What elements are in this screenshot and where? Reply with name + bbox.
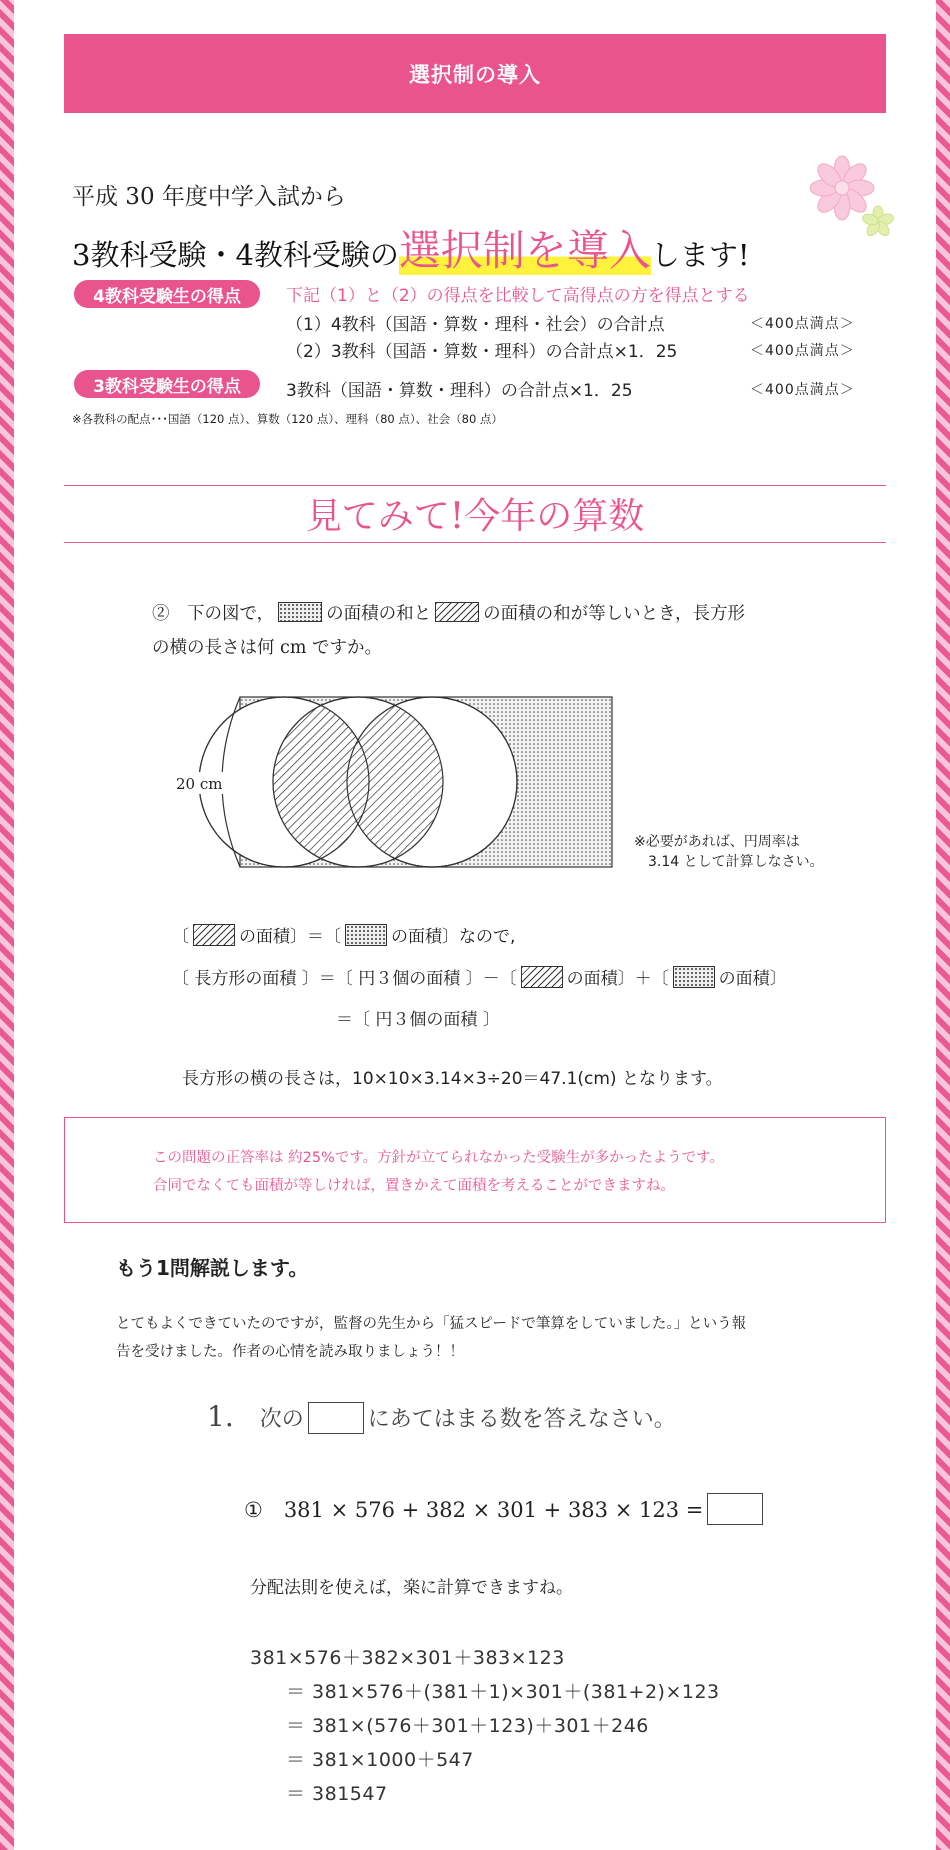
second-para1: とてもよくできていたのですが，監督の先生から「猛スピードで筆算をしていました。」という報 bbox=[116, 1316, 747, 1332]
dotted-swatch-icon bbox=[345, 924, 387, 946]
calc-line: ＝ 381×576＋(381＋1)×301＋(381+2)×123 bbox=[286, 1681, 720, 1703]
second-heading: もう1問解説します。 bbox=[116, 1256, 309, 1280]
section-rule-top bbox=[64, 485, 886, 486]
section-rule-bottom bbox=[64, 542, 886, 543]
eq1-open: 〔 bbox=[172, 927, 189, 947]
three-points: ＜400点満点＞ bbox=[750, 382, 855, 398]
page-header bbox=[64, 34, 886, 113]
eq2-a: 〔 長方形の面積 〕＝〔 円３個の面積 〕－〔 bbox=[172, 969, 517, 989]
eq2-b: の面積〕＋〔 bbox=[566, 969, 669, 989]
question-expression: ① 381 × 576 + 382 × 301 + 383 × 123 = bbox=[244, 1498, 704, 1522]
four-subject-desc: 下記（1）と（2）の得点を比較して高得点の方を得点とする bbox=[286, 286, 750, 306]
hint-text: 分配法則を使えば，楽に計算できますね。 bbox=[250, 1578, 573, 1598]
intro-line1: 平成 30 年度中学入試から bbox=[72, 184, 346, 210]
problem-line1-c: の面積の和が等しいとき，長方形 bbox=[483, 604, 745, 624]
circles-figure bbox=[164, 690, 624, 870]
intro-line2-pre: 3教科受験・4教科受験の bbox=[72, 238, 399, 272]
dotted-swatch-icon bbox=[673, 966, 715, 988]
equation-line2 bbox=[172, 964, 787, 989]
score-allocation-note: ※各教科の配点･･･国語（120 点）、算数（120 点）、理科（80 点）、社会（80 点） bbox=[72, 412, 503, 426]
eq1-mid: の面積〕＝〔 bbox=[239, 927, 341, 947]
equation-line3: ＝〔 円３個の面積 〕 bbox=[336, 1010, 500, 1030]
problem-line1-a: ② 下の図で， bbox=[152, 604, 275, 624]
calc-line: ＝ 381×(576＋301＋123)＋301＋246 bbox=[286, 1715, 649, 1737]
calc-line: ＝ 381×1000＋547 bbox=[286, 1749, 474, 1771]
eq2-c: の面積〕 bbox=[718, 969, 787, 989]
flower-decoration-icon bbox=[804, 152, 894, 242]
three-subject-tag: 3教科受験生の得点 bbox=[74, 370, 260, 398]
intro-highlight: 選択制を導入 bbox=[398, 226, 651, 275]
question-1 bbox=[207, 1400, 676, 1434]
callout-box bbox=[64, 1117, 886, 1223]
pi-note-line1: ※必要があれば、円周率は bbox=[634, 834, 800, 850]
pi-note-line2: 3.14 として計算しなさい。 bbox=[648, 854, 824, 870]
four-subject-tag: 4教科受験生の得点 bbox=[74, 280, 260, 308]
calc-line: 381×576＋382×301＋383×123 bbox=[250, 1647, 565, 1669]
intro-line2-post: します! bbox=[650, 238, 750, 272]
callout-line1: この問題の正答率は 約25%です。方針が立てられなかった受験生が多かったようです。 bbox=[153, 1150, 725, 1166]
three-subject-desc: 3教科（国語・算数・理科）の合計点×1．25 bbox=[286, 381, 633, 401]
question-number: 1. bbox=[207, 1400, 234, 1433]
four-subject-item1: （1）4教科（国語・算数・理科・社会）の合計点 bbox=[286, 315, 665, 335]
four-item1-points: ＜400点満点＞ bbox=[750, 316, 855, 332]
question-1-1 bbox=[244, 1493, 763, 1525]
answer-line: 長方形の横の長さは，10×10×3.14×3÷20＝47.1(cm) となります。 bbox=[182, 1069, 723, 1089]
four-subject-item2: （2）3教科（国語・算数・理科）の合計点×1．25 bbox=[286, 342, 678, 362]
equation-line1 bbox=[172, 922, 515, 947]
problem-line2: の横の長さは何 cm ですか。 bbox=[152, 638, 383, 658]
callout-line2: 合同でなくても面積が等しければ，置きかえて面積を考えることができますね。 bbox=[153, 1178, 675, 1194]
calc-line: ＝ 381547 bbox=[286, 1783, 388, 1805]
eq1-end: の面積〕なので, bbox=[391, 927, 516, 947]
page-panel bbox=[14, 0, 936, 1850]
dimension-label: 20 cm bbox=[176, 775, 223, 793]
hatched-swatch-icon bbox=[193, 924, 235, 946]
answer-blank-box bbox=[707, 1493, 763, 1525]
intro-line2 bbox=[72, 218, 750, 278]
question-post: にあてはまる数を答えなさい。 bbox=[367, 1407, 676, 1432]
problem-line1-b: の面積の和と bbox=[326, 604, 432, 624]
section-title: 見てみて!今年の算数 bbox=[305, 496, 645, 537]
second-para2: 告を受けました。作者の心情を読み取りましょう！！ bbox=[116, 1344, 464, 1360]
hatched-swatch-icon bbox=[435, 602, 479, 622]
answer-blank-box bbox=[308, 1402, 364, 1434]
dotted-swatch-icon bbox=[278, 602, 322, 622]
question-pre: 次の bbox=[259, 1407, 304, 1432]
header-title: 選択制の導入 bbox=[409, 62, 541, 87]
four-item2-points: ＜400点満点＞ bbox=[750, 343, 855, 359]
problem-line1 bbox=[152, 600, 745, 625]
hatched-swatch-icon bbox=[521, 966, 563, 988]
